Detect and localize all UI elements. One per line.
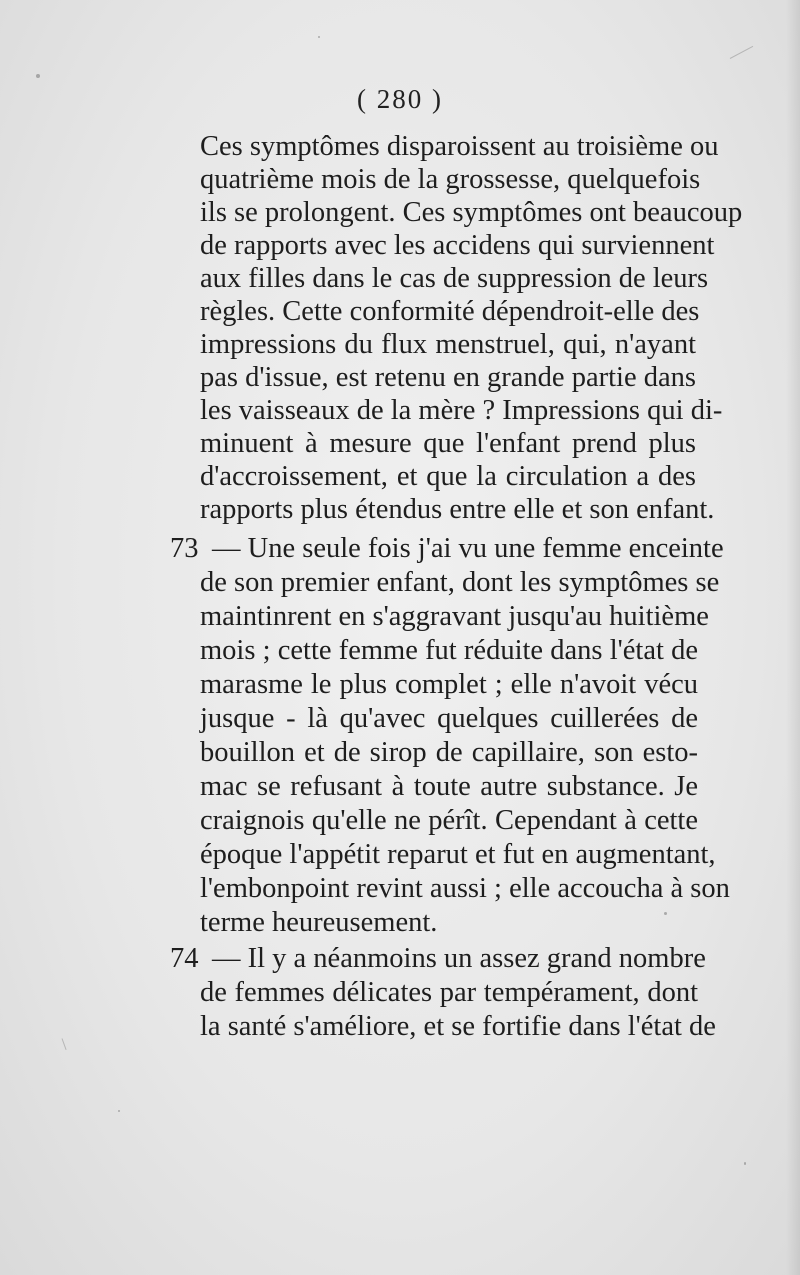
text-line: de rapports avec les accidens qui surviennent — [200, 230, 715, 261]
paper-scratch — [730, 46, 753, 59]
text-line: terme heureusement. — [200, 907, 438, 938]
text-line: quatrième mois de la grossesse, quelquefois — [200, 164, 701, 195]
text-line: d'accroissement, et que la circulation a des — [200, 461, 696, 492]
page-number: ( 280 ) — [357, 84, 443, 114]
paper-speck — [318, 36, 320, 38]
text-line: aux filles dans le cas de suppression de leurs — [200, 263, 709, 294]
text-line: la santé s'améliore, et se fortifie dans l'état de — [200, 1011, 716, 1042]
text-line: marasme le plus complet ; elle n'avoit vécu — [200, 669, 698, 700]
text-line: de son premier enfant, dont les symptômes se — [200, 567, 720, 598]
text-line: de femmes délicates par tempérament, dont — [200, 977, 698, 1008]
paper-speck — [664, 912, 667, 915]
text-line: craignois qu'elle ne pérît. Cependant à cette — [200, 805, 698, 836]
text-line: bouillon et de sirop de capillaire, son esto- — [200, 737, 698, 768]
text-line: les vaisseaux de la mère ? Impressions qui di- — [200, 395, 723, 426]
text-line: — Une seule fois j'ai vu une femme enceinte — [212, 533, 724, 564]
text-line: règles. Cette conformité dépendroit-elle des — [200, 296, 700, 327]
paper-speck — [36, 74, 40, 78]
paragraph-number: 74 — [170, 943, 199, 974]
text-line: minuent à mesure que l'enfant prend plus — [200, 428, 696, 459]
text-line: mac se refusant à toute autre substance. Je — [200, 771, 698, 802]
text-line: mois ; cette femme fut réduite dans l'état de — [200, 635, 698, 666]
text-line: l'embonpoint revint aussi ; elle accoucha à son — [200, 873, 730, 904]
text-line: époque l'appétit reparut et fut en augmentant, — [200, 839, 716, 870]
page-edge-shadow — [786, 0, 800, 1275]
text-line: rapports plus étendus entre elle et son enfant. — [200, 494, 715, 525]
paper-speck — [118, 1110, 120, 1112]
text-line: ils se prolongent. Ces symptômes ont beaucoup — [200, 197, 743, 228]
text-line: jusque - là qu'avec quelques cuillerées de — [200, 703, 698, 734]
text-line: Ces symptômes disparoissent au troisième ou — [200, 131, 719, 162]
text-line: pas d'issue, est retenu en grande partie dans — [200, 362, 696, 393]
paper-scratch — [62, 1038, 67, 1050]
text-line: maintinrent en s'aggravant jusqu'au huitième — [200, 601, 709, 632]
text-line: — Il y a néanmoins un assez grand nombre — [212, 943, 706, 974]
text-line: impressions du flux menstruel, qui, n'ayant — [200, 329, 696, 360]
paper-speck — [744, 1162, 746, 1165]
paragraph-number: 73 — [170, 533, 199, 564]
